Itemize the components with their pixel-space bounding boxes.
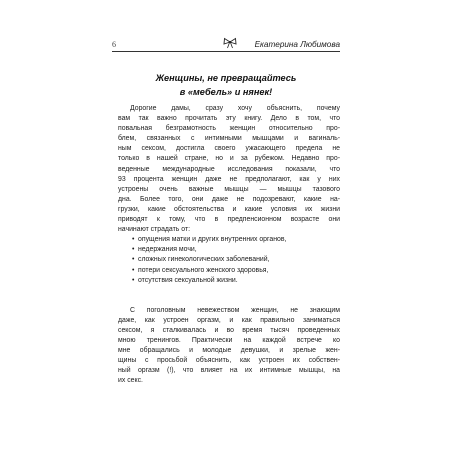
paragraph-line: повальная безграмотность женщин относительно про- bbox=[118, 125, 340, 133]
paragraph-line: ным сексом, достигла своего ужасающего предела не bbox=[118, 145, 340, 153]
bullet-item: • недержания мочи, bbox=[132, 245, 340, 255]
page-number: 6 bbox=[112, 40, 116, 49]
bullet-item: • опущения матки и других внутренних органов, bbox=[132, 235, 340, 245]
paragraph-2 bbox=[118, 306, 340, 387]
paragraph-line: устроены очень важные мышцы — мышцы тазового bbox=[118, 185, 340, 193]
header-rule bbox=[112, 51, 340, 52]
paragraph-line: грузки, какие обстоятельства и какие условия их жизни bbox=[118, 205, 340, 213]
paragraph-line: вам так важно прочитать эту книгу. Дело в том, что bbox=[118, 115, 340, 123]
paragraph-line: даже, как устроен оргазм, и как правильно заниматься bbox=[118, 316, 340, 324]
paragraph-line: мне обращались и молодые девушки, и зрелые жен- bbox=[118, 347, 340, 355]
paragraph-spacer bbox=[118, 286, 340, 306]
bow-icon bbox=[223, 36, 237, 48]
paragraph-line: мною тренингов. Практически на каждой встрече ко bbox=[118, 336, 340, 344]
paragraph-line: ный оргазм (!), что влияет на их интимные мышцы, на bbox=[118, 367, 340, 375]
bullet-list bbox=[118, 235, 340, 285]
body-text bbox=[118, 104, 340, 386]
paragraph-line: начинают страдать от: bbox=[118, 226, 191, 234]
paragraph-1 bbox=[118, 104, 340, 235]
paragraph-line: блем, связанных с интимными мышцами и вагиналь- bbox=[118, 135, 340, 143]
paragraph-line: Дорогие дамы, сразу хочу объяснить, почему bbox=[130, 105, 340, 112]
bullet-item: • сложных гинекологических заболеваний, bbox=[132, 255, 340, 265]
bullet-item: • отсутствия сексуальной жизни. bbox=[132, 276, 340, 286]
paragraph-line: приводят к тому, что в предпенсионном возрасте они bbox=[118, 216, 340, 224]
paragraph-line: С поголовным невежеством женщин, не знающим bbox=[130, 306, 340, 314]
paragraph-line: их секс. bbox=[118, 377, 143, 385]
paragraph-line: 93 процента женщин даже не предполагают, как у них bbox=[118, 175, 340, 183]
chapter-title-line-2: в «мебель» и нянек! bbox=[179, 86, 273, 97]
paragraph-line: сексом, я сталкивалась и во время тысяч проведенных bbox=[118, 326, 340, 334]
paragraph-line: дна. Более того, они даже не подозревают, какие на- bbox=[118, 195, 340, 203]
paragraph-line: веденные международные исследования показали, что bbox=[118, 165, 340, 173]
paragraph-line: щины с просьбой объяснить, как устроен их собствен- bbox=[118, 357, 340, 365]
bullet-item: • потери сексуального женского здоровья, bbox=[132, 266, 340, 276]
running-header bbox=[112, 36, 340, 56]
chapter-title bbox=[112, 72, 340, 99]
chapter-title-line-1: Женщины, не превращайтесь bbox=[155, 73, 297, 83]
author-name: Екатерина Любимова bbox=[254, 40, 340, 49]
paragraph-line: только в нашей стране, но и за рубежом. Недавно про- bbox=[118, 155, 340, 163]
